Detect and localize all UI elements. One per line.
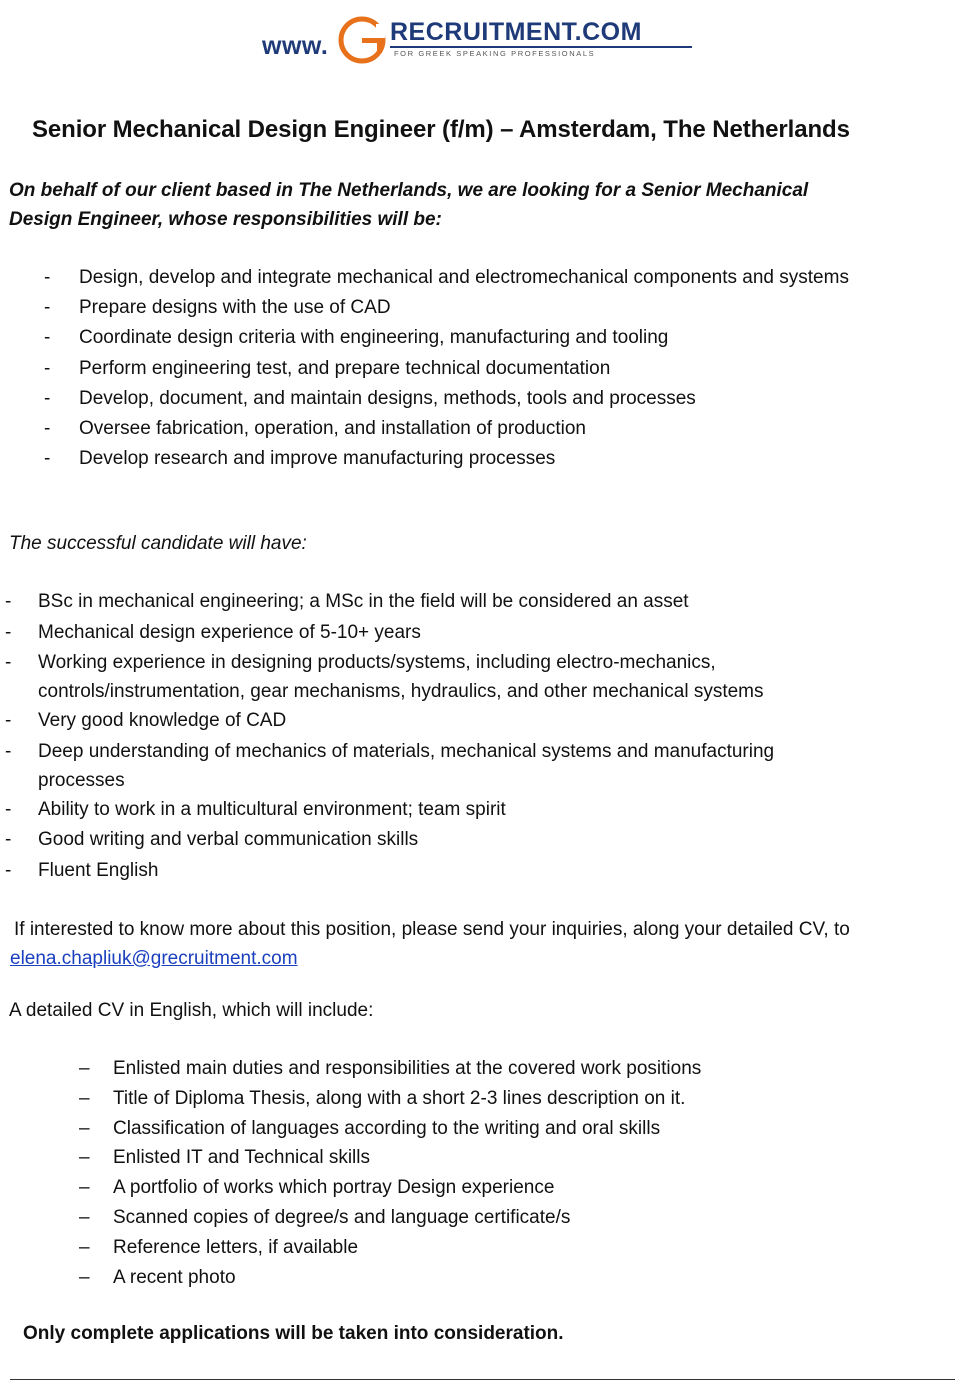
requirement-item: Good writing and verbal communication skills: [38, 829, 419, 850]
list-dash-marker: -: [5, 591, 12, 612]
responsibility-item: Prepare designs with the use of CAD: [79, 297, 391, 319]
list-dash-marker: -: [44, 387, 51, 409]
list-dash-marker: -: [5, 799, 12, 820]
contact-text: If interested to know more about this position, please send your inquiries, along your detailed CV, to: [14, 919, 850, 940]
list-dash-marker: -: [5, 622, 12, 643]
list-dash-marker: -: [44, 357, 51, 379]
requirement-item: Ability to work in a multicultural environment; team spirit: [38, 799, 506, 820]
list-endash-marker: –: [79, 1236, 90, 1258]
logo-www-text: www.: [262, 32, 329, 60]
contact-email-link[interactable]: elena.chapliuk@grecruitment.com: [10, 948, 298, 969]
cv-item: Classification of languages according to the writing and oral skills: [113, 1117, 661, 1139]
list-endash-marker: –: [79, 1266, 90, 1288]
list-dash-marker: -: [44, 448, 51, 470]
list-endash-marker: –: [79, 1087, 90, 1109]
responsibility-item: Perform engineering test, and prepare technical documentation: [79, 357, 611, 379]
list-dash-marker: -: [5, 710, 12, 731]
cv-heading: A detailed CV in English, which will include:: [9, 1000, 374, 1021]
list-dash-marker: -: [44, 327, 51, 349]
responsibility-item: Develop, document, and maintain designs, methods, tools and processes: [79, 387, 696, 409]
cv-item: A recent photo: [113, 1266, 236, 1288]
candidate-heading: The successful candidate will have:: [9, 533, 307, 554]
logo-underline: [390, 46, 692, 48]
responsibility-item: Coordinate design criteria with engineering, manufacturing and tooling: [79, 327, 669, 349]
responsibility-item: Oversee fabrication, operation, and installation of production: [79, 418, 586, 439]
list-dash-marker: -: [5, 652, 12, 673]
list-dash-marker: -: [5, 860, 12, 881]
cv-item: Title of Diploma Thesis, along with a short 2-3 lines description on it.: [113, 1087, 686, 1109]
closing-statement: Only complete applications will be taken into consideration.: [23, 1323, 564, 1344]
responsibility-item: Design, develop and integrate mechanical and electromechanical components and systems: [79, 267, 849, 288]
cv-item: Enlisted IT and Technical skills: [113, 1147, 370, 1169]
bottom-divider: [10, 1379, 955, 1380]
list-dash-marker: -: [5, 741, 12, 762]
cv-item: Scanned copies of degree/s and language certificate/s: [113, 1207, 571, 1228]
logo-tagline: FOR GREEK SPEAKING PROFESSIONALS: [394, 49, 596, 58]
intro-line-2: Design Engineer, whose responsibilities will be:: [9, 209, 442, 230]
list-endash-marker: –: [79, 1177, 90, 1199]
list-endash-marker: –: [79, 1207, 90, 1228]
intro-line-1: On behalf of our client based in The Netherlands, we are looking for a Senior Mechanical: [9, 180, 809, 201]
responsibility-item: Develop research and improve manufacturing processes: [79, 448, 556, 470]
cv-item: Reference letters, if available: [113, 1236, 359, 1258]
job-title: Senior Mechanical Design Engineer (f/m) – Amsterdam, The Netherlands: [32, 116, 850, 143]
requirement-item: Deep understanding of mechanics of materials, mechanical systems and manufacturing: [38, 741, 775, 762]
list-dash-marker: -: [44, 267, 51, 288]
list-dash-marker: -: [44, 418, 51, 439]
requirement-item: Very good knowledge of CAD: [38, 710, 287, 731]
requirement-item: BSc in mechanical engineering; a MSc in the field will be considered an asset: [38, 591, 689, 612]
list-dash-marker: -: [5, 829, 12, 850]
list-dash-marker: -: [44, 297, 51, 319]
list-endash-marker: –: [79, 1117, 90, 1139]
cv-item: Enlisted main duties and responsibilities at the covered work positions: [113, 1058, 702, 1079]
requirement-item: Working experience in designing products/systems, including electro-mechanics,: [38, 652, 716, 673]
grecruitment-logo: [262, 10, 702, 68]
cv-item: A portfolio of works which portray Design experience: [113, 1177, 555, 1199]
list-endash-marker: –: [79, 1147, 90, 1169]
list-endash-marker: –: [79, 1058, 90, 1079]
requirement-item: processes: [38, 769, 125, 791]
requirement-item: controls/instrumentation, gear mechanisms, hydraulics, and other mechanical systems: [38, 680, 764, 702]
contact-paragraph: [10, 915, 945, 973]
logo-brand-text: RECRUITMENT.COM: [390, 18, 642, 46]
requirement-item: Fluent English: [38, 860, 159, 881]
requirement-item: Mechanical design experience of 5-10+ years: [38, 622, 421, 643]
logo-g-icon: [338, 16, 386, 64]
